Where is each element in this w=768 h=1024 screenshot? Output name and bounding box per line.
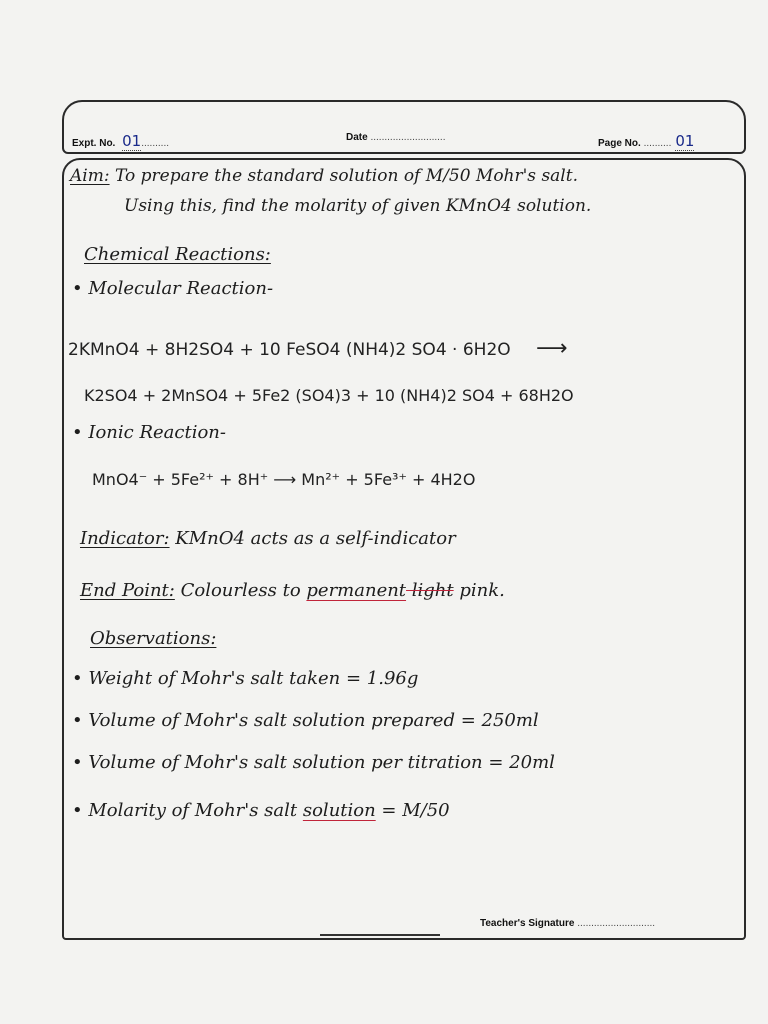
notebook-page (62, 100, 748, 940)
reactions-heading: Chemical Reactions: (84, 244, 271, 265)
endpoint-text-light: light (406, 580, 454, 601)
molecular-lhs: 2KMnO4 + 8H2SO4 + 10 FeSO4 (NH4)2 SO4 · 6H2O (68, 340, 511, 360)
bottom-rule (320, 934, 440, 936)
page-value: 01 (675, 132, 695, 150)
endpoint-text-a: Colourless to (180, 580, 307, 601)
indicator-line (80, 528, 456, 549)
indicator-label: Indicator: (80, 528, 170, 549)
endpoint-text-pink: pink. (453, 580, 505, 601)
content-frame (62, 158, 746, 940)
endpoint-label: End Point: (80, 580, 175, 601)
reaction-arrow: ⟶ (536, 336, 568, 361)
obs4-a: • Molarity of Mohr's salt (72, 800, 303, 821)
obs4-solution: solution (302, 800, 376, 821)
molecular-equation-lhs (68, 336, 568, 361)
aim-text-1: To prepare the standard solution of M/50 Mohr's salt. (114, 166, 578, 186)
observation-molarity (72, 800, 450, 821)
observation-volume-titration: • Volume of Mohr's salt solution per titration = 20ml (72, 752, 555, 773)
molecular-heading: • Molecular Reaction- (72, 278, 274, 299)
ionic-equation: MnO4⁻ + 5Fe²⁺ + 8H⁺ ⟶ Mn²⁺ + 5Fe³⁺ + 4H2O (92, 470, 476, 489)
expt-number-field: Expt. No. 01.......... (72, 132, 170, 150)
signature-label: Teacher's Signature (480, 918, 575, 929)
indicator-text: KMnO4 acts as a self-indicator (175, 528, 456, 549)
endpoint-text-permanent: permanent (306, 580, 407, 601)
page-number-field: Page No. .......... 01 (598, 132, 695, 150)
page-label: Page No. (598, 138, 641, 149)
date-label: Date (346, 132, 368, 143)
teacher-signature-field: Teacher's Signature ............................ (480, 918, 656, 929)
aim-label: Aim: (70, 166, 110, 186)
observations-heading: Observations: (90, 628, 217, 649)
observation-weight: • Weight of Mohr's salt taken = 1.96g (72, 668, 419, 689)
aim-line-1 (70, 166, 578, 186)
expt-label: Expt. No. (72, 138, 116, 149)
ionic-heading: • Ionic Reaction- (72, 422, 226, 443)
molecular-equation-rhs: K2SO4 + 2MnSO4 + 5Fe2 (SO4)3 + 10 (NH4)2 SO4 + 68H2O (84, 386, 574, 405)
aim-text-2: Using this, find the molarity of given KMnO4 solution. (124, 196, 592, 216)
obs4-c: = M/50 (375, 800, 450, 821)
expt-value: 01 (122, 132, 142, 150)
endpoint-line (80, 580, 505, 601)
observation-volume-prepared: • Volume of Mohr's salt solution prepared = 250ml (72, 710, 539, 731)
date-field: Date ........................... (346, 132, 446, 143)
